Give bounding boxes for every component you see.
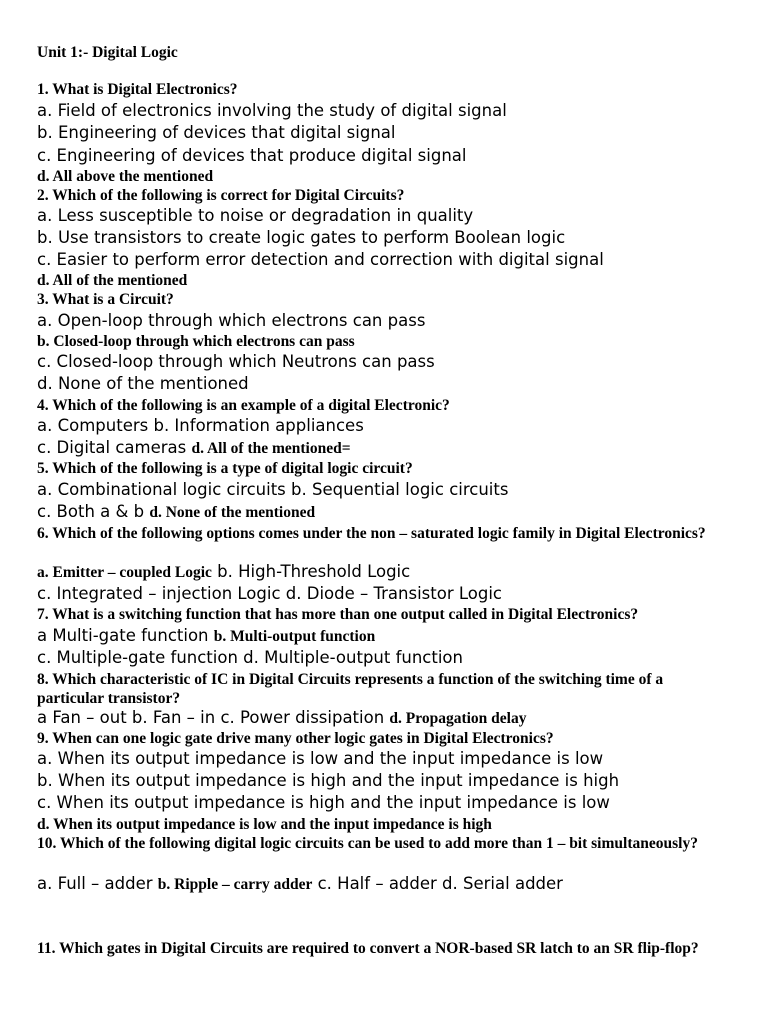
q3-question: 3. What is a Circuit? [37,291,174,308]
q3-option-d: d. None of the mentioned [37,374,249,393]
q5-options-line1: a. Combinational logic circuits b. Sequential logic circuits [37,480,509,499]
q8-answer: d. Propagation delay [389,710,527,727]
q10-options-rest: c. Half – adder d. Serial adder [312,874,563,893]
q1-question: 1. What is Digital Electronics? [37,81,238,98]
q9-option-c: c. When its output impedance is high and the input impedance is low [37,793,610,812]
q2-question: 2. Which of the following is correct for Digital Circuits? [37,187,405,204]
q6-options-line1 [37,562,410,582]
q3-option-c: c. Closed-loop through which Neutrons can pass [37,352,435,371]
q6-option-b: b. High-Threshold Logic [211,562,411,581]
q9-answer: d. When its output impedance is low and the input impedance is high [37,816,492,833]
q6-question: 6. Which of the following options comes under the non – saturated logic family in Digital Electronics? [37,525,706,542]
q2-option-a: a. Less susceptible to noise or degradation in quality [37,206,474,225]
q7-question: 7. What is a switching function that has more than one output called in Digital Electronics? [37,606,639,623]
q11-question: 11. Which gates in Digital Circuits are required to convert a NOR-based SR latch to an SR flip-flop? [37,940,699,957]
q2-answer: d. All of the mentioned [37,272,188,289]
q9-question: 9. When can one logic gate drive many other logic gates in Digital Electronics? [37,730,554,747]
document-title: Unit 1:- Digital Logic [37,44,178,61]
q2-option-c: c. Easier to perform error detection and correction with digital signal [37,250,604,269]
q1-option-c: c. Engineering of devices that produce digital signal [37,146,467,165]
q6-options-line2: c. Integrated – injection Logic d. Diode – Transistor Logic [37,584,502,603]
q4-options-line2 [37,438,351,458]
q5-option-c: c. Both a & b [37,502,150,521]
q6-answer: a. Emitter – coupled Logic [37,564,212,581]
q4-question: 4. Which of the following is an example of a digital Electronic? [37,397,450,414]
q8-options-line1 [37,708,526,728]
q10-options-line1 [37,874,563,894]
q4-option-c: c. Digital cameras [37,438,192,457]
q7-answer: b. Multi-output function [213,628,376,645]
q1-answer: d. All above the mentioned [37,168,214,185]
q5-answer: d. None of the mentioned [149,504,316,521]
q7-options-line2: c. Multiple-gate function d. Multiple-output function [37,648,463,667]
q10-option-a: a. Full – adder [37,874,158,893]
q8-question: 8. Which characteristic of IC in Digital Circuits represents a function of the switching time of a particular transistor? [37,671,664,707]
q10-answer: b. Ripple – carry adder [157,876,313,893]
q5-question: 5. Which of the following is a type of digital logic circuit? [37,460,413,477]
q2-option-b: b. Use transistors to create logic gates to perform Boolean logic [37,228,566,247]
q7-option-a: a Multi-gate function [37,626,214,645]
q3-option-a: a. Open-loop through which electrons can pass [37,311,426,330]
q9-option-b: b. When its output impedance is high and the input impedance is high [37,771,620,790]
q1-option-b: b. Engineering of devices that digital signal [37,123,396,142]
q8-options: a Fan – out b. Fan – in c. Power dissipation [37,708,390,727]
q3-answer: b. Closed-loop through which electrons can pass [37,333,355,350]
q1-option-a: a. Field of electronics involving the study of digital signal [37,101,507,120]
q9-option-a: a. When its output impedance is low and the input impedance is low [37,749,604,768]
q4-options-line1: a. Computers b. Information appliances [37,416,364,435]
q4-answer: d. All of the mentioned= [191,440,351,457]
q5-options-line2 [37,502,315,522]
q7-options-line1 [37,626,375,646]
q10-question: 10. Which of the following digital logic circuits can be used to add more than 1 – bit simultaneously? [37,835,698,852]
